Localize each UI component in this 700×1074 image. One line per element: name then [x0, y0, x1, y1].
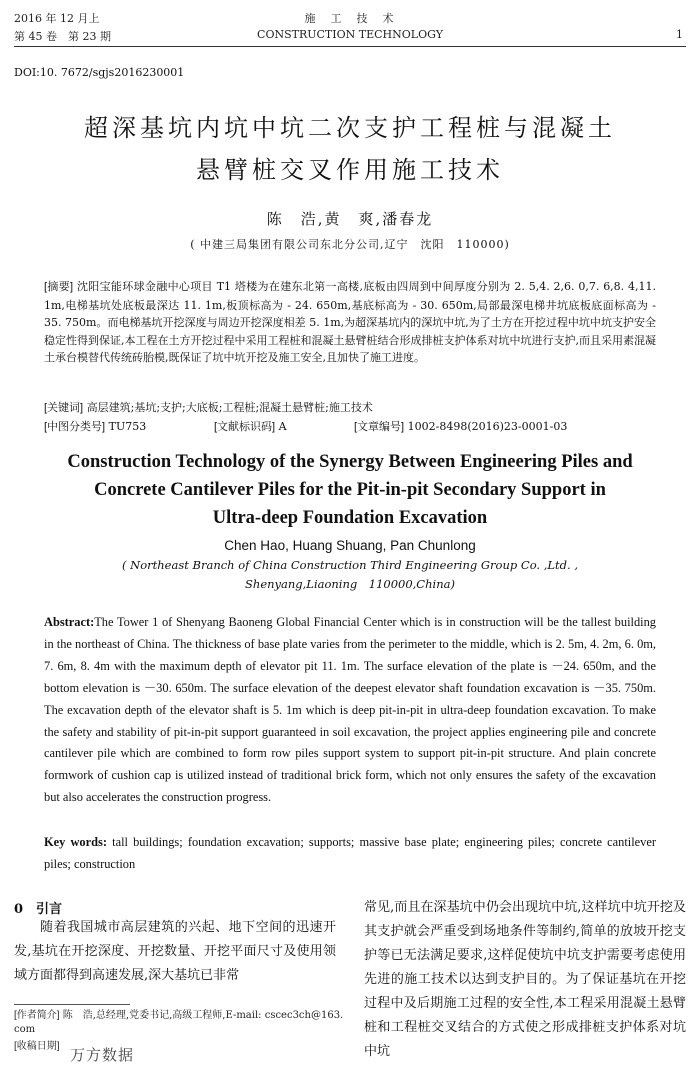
doc-code-value: A — [278, 420, 287, 433]
abstract-cn-label: [摘要] — [44, 281, 74, 293]
authors-en: Chen Hao, Huang Shuang, Pan Chunlong — [224, 538, 476, 553]
header-date: 2016 年 12 月上 — [14, 12, 100, 25]
keywords-cn-text: 高层建筑;基坑;支护;大底板;工程桩;混凝土悬臂桩;施工技术 — [86, 401, 373, 414]
keywords-cn-label: [关键词] — [44, 402, 84, 414]
wanfang-watermark: 万方数据 — [70, 1047, 135, 1064]
affiliation-en-line-2: Shenyang,Liaoning 110000,China) — [245, 577, 455, 591]
abstract-en — [44, 612, 656, 809]
title-cn-line-1: 超深基坑内坑中坑二次支护工程桩与混凝土 — [84, 114, 616, 142]
section-left-column: 随着我国城市高层建筑的兴起、地下空间的迅速开发,基坑在开挖深度、开挖数量、开挖平面尺寸及使用领域方面都得到高速发展,深大基坑已非常 — [14, 920, 336, 983]
abstract-en-text: The Tower 1 of Shenyang Baoneng Global Financial Center which is in construction will be the tallest building in the northeast of China. The thickness of base plate varies from the perimeter to the middle, which is 2. 5m, 4. 2m, 6. 0m, 7. 6m, 8. 4m with the maximum depth of elevator pit 11. 1m. The surface elevation of the plate is －24. 650m, and the bottom elevation is －30. 650m. The surface elevation of the deepest elevator shaft foundation excavation is －35. 750m. The excavation depth of the elevator shaft is 5. 1m which is deep pit-in-pit in ultra-deep foundation excavation. To make the safety and stability of pit-in-pit support guaranteed in soil excavation, the project applies engineering pile and concrete cantilever pile which are combined to form row piles support system to support pit-in-pit structure. And plain concrete formwork of cushion cap is utilized instead of traditional brick form, which not only ensures the safety of the excavation but also accelerates the construction progress. — [44, 615, 656, 805]
page-number: 1 — [676, 28, 683, 41]
header-volume: 第 45 卷 第 23 期 — [14, 30, 111, 43]
article-number-value: 1002-8498(2016)23-0001-03 — [407, 420, 568, 433]
section-right-column: 常见,而且在深基坑中仍会出现坑中坑,这样坑中坑开挖及其支护就会严重受到场地条件等制约,简单的放坡开挖支护等已无法满足要求,这样促使坑中坑支护需要考虑使用先进的施工技术以达到支护目的。为了保证基坑在开挖过程中及后期施工过程的安全性,本工程采用混凝土悬臂桩和工程桩交叉结合的方式使之形成排桩支护体系对坑中坑 — [364, 900, 686, 1059]
affiliation-en-line-1: ( Northeast Branch of China Construction Third Engineering Group Co. ,Ltd. , — [122, 558, 578, 572]
title-en-line-3: Ultra-deep Foundation Excavation — [212, 508, 488, 528]
abstract-cn — [44, 278, 656, 367]
keywords-en-text: tall buildings; foundation excavation; supports; massive base plate; engineering piles; concrete cantilever piles; construction — [44, 835, 656, 871]
header-journal-cn: 施 工 技 术 — [304, 12, 396, 25]
doi: DOI:10. 7672/sgjs2016230001 — [14, 66, 185, 79]
author-bio-text: 陈 浩,总经理,党委书记,高级工程师,E-mail: cscec3ch@163. com — [14, 1010, 344, 1035]
clc-value: TU753 — [108, 420, 147, 433]
section-heading: 0 引言 — [14, 902, 63, 917]
clc-label: [中图分类号] — [44, 421, 106, 433]
author-bio-label: [作者简介] — [14, 1010, 60, 1021]
header-journal-en: CONSTRUCTION TECHNOLOGY — [257, 28, 443, 41]
article-number-label: [文章编号] — [354, 421, 405, 433]
title-en-line-1: Construction Technology of the Synergy Between Engineering Piles and — [67, 452, 633, 472]
keywords-en — [44, 832, 656, 876]
doc-code — [214, 418, 287, 434]
received-date-label: [收稿日期] — [14, 1041, 60, 1052]
affiliation-cn: ( 中建三局集团有限公司东北分公司,辽宁 沈阳 110000) — [190, 238, 510, 251]
doc-code-label: [文献标识码] — [214, 421, 276, 433]
keywords-en-label: Key words: — [44, 835, 107, 849]
header-rule — [14, 46, 686, 47]
title-en-line-2: Concrete Cantilever Piles for the Pit-in-pit Secondary Support in — [94, 480, 606, 500]
abstract-en-label: Abstract: — [44, 615, 95, 629]
keywords-cn — [44, 399, 656, 415]
title-cn-line-2: 悬臂桩交叉作用施工技术 — [196, 156, 504, 184]
received-date — [14, 1040, 344, 1054]
footnote-rule — [14, 1004, 130, 1005]
abstract-cn-text: 沈阳宝能环球金融中心项目 T1 塔楼为在建东北第一高楼,底板由四周到中间厚度分别为 2. 5,4. 2,6. 0,7. 6,8. 4,11. 1m,电梯基坑处底板最深达 11. 1m,板顶标高为 - 24. 650m,基底标高为 - 30. 650m,局部最深电梯井坑底板底面标高为 - 35. 750m。而电梯基坑开挖深度与周边开挖深度相差 5. 1m,为超深基坑内的深坑中坑,为了土方在开挖过程中坑中坑支护安全稳定性得到保证,本工程在土方开挖过程中采用工程桩和混凝土悬臂桩结合形成排桩支护体系对坑中坑进行支护,而且采用素混凝土承台模替代传统砖胎模,既保证了坑中坑开挖及施工安全,且加快了施工进度。 — [44, 280, 656, 364]
author-bio — [14, 1009, 344, 1037]
clc-number — [44, 418, 146, 434]
authors-cn: 陈 浩,黄 爽,潘春龙 — [266, 210, 434, 228]
article-number — [354, 418, 567, 434]
